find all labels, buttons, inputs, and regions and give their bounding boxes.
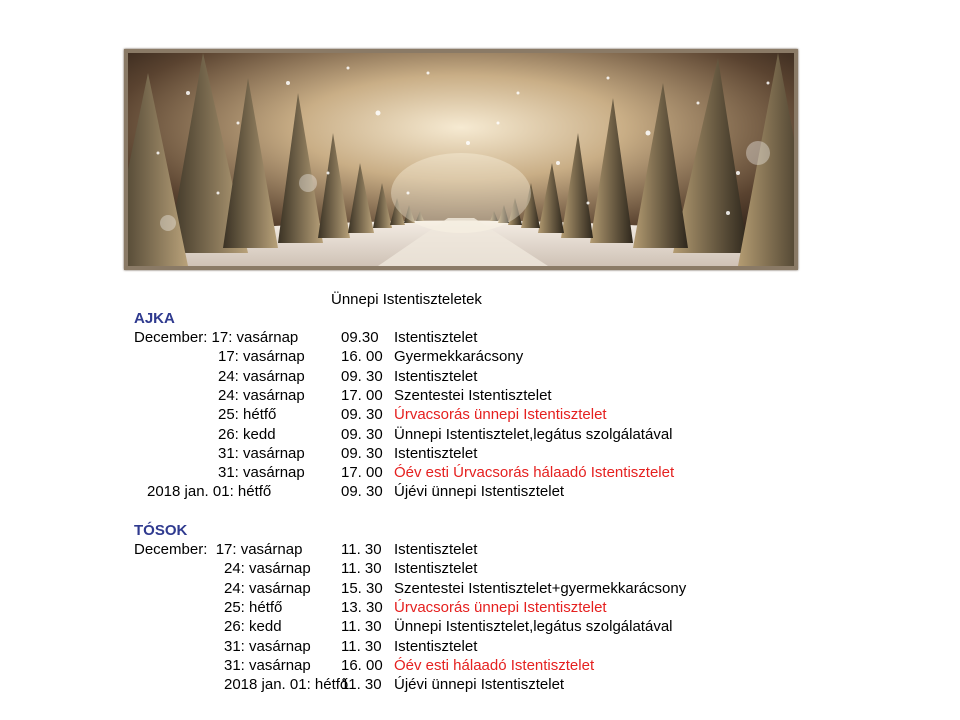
service-description: Úrvacsorás ünnepi Istentisztelet — [394, 406, 607, 424]
service-description: Istentisztelet — [394, 329, 478, 346]
service-time: 16. 00 — [341, 656, 383, 674]
service-time: 09. 30 — [341, 406, 383, 424]
section-heading: AJKA — [134, 310, 175, 327]
service-day: 31: vasárnap — [218, 464, 305, 482]
service-time: 11. 30 — [341, 676, 382, 694]
service-time: 17. 00 — [341, 464, 383, 482]
winter-trees-banner — [124, 49, 798, 270]
service-description: Istentisztelet — [394, 367, 478, 385]
service-description: Istentisztelet — [394, 560, 478, 578]
service-description: Óév esti hálaadó Istentisztelet — [394, 656, 595, 674]
service-day: December: 17: vasárnap — [134, 541, 303, 558]
service-time: 13. 30 — [341, 598, 383, 616]
service-day: December: 17: vasárnap — [134, 329, 299, 346]
service-description: Ünnepi Istentisztelet,legátus szolgálatával — [394, 618, 673, 636]
service-time: 11. 30 — [341, 560, 382, 578]
service-day: 26: kedd — [218, 425, 276, 443]
service-description: Istentisztelet — [394, 541, 478, 558]
service-description: Újévi ünnepi Istentisztelet — [394, 483, 565, 501]
service-time: 09. 30 — [341, 444, 383, 462]
service-description: Ünnepi Istentisztelet,legátus szolgálatával — [394, 425, 673, 443]
service-day: 2018 jan. 01: hétfő — [147, 483, 272, 501]
service-time: 17. 00 — [341, 386, 383, 404]
service-description: Szentestei Istentisztelet — [394, 386, 552, 404]
service-description: Óév esti Úrvacsorás hálaadó Istentisztelet — [394, 464, 675, 482]
service-time: 09. 30 — [341, 425, 383, 443]
service-time: 11. 30 — [341, 618, 382, 636]
service-day: 31: vasárnap — [218, 444, 305, 462]
service-day: 24: vasárnap — [218, 367, 305, 385]
service-day: 24: vasárnap — [218, 386, 305, 404]
service-time: 11. 30 — [341, 637, 382, 655]
service-day: 26: kedd — [224, 618, 282, 636]
service-time: 11. 30 — [341, 541, 382, 558]
service-day: 2018 jan. 01: hétfő — [224, 676, 349, 694]
service-day: 17: vasárnap — [218, 348, 305, 366]
service-day: 24: vasárnap — [224, 560, 311, 578]
service-description: Istentisztelet — [394, 637, 478, 655]
service-time: 15. 30 — [341, 579, 383, 597]
service-description: Istentisztelet — [394, 444, 478, 462]
service-description: Szentestei Istentisztelet+gyermekkarácsony — [394, 579, 687, 597]
service-time: 09. 30 — [341, 483, 383, 501]
service-time: 16. 00 — [341, 348, 383, 366]
winter-christmas-trees-image — [128, 53, 794, 266]
page-title: Ünnepi Istentiszteletek — [331, 291, 482, 308]
service-day: 31: vasárnap — [224, 637, 311, 655]
service-time: 09.30 — [341, 329, 379, 346]
service-description: Úrvacsorás ünnepi Istentisztelet — [394, 598, 607, 616]
service-time: 09. 30 — [341, 367, 383, 385]
service-description: Gyermekkarácsony — [394, 348, 524, 366]
service-day: 31: vasárnap — [224, 656, 311, 674]
service-day: 25: hétfő — [218, 406, 277, 424]
service-day: 24: vasárnap — [224, 579, 311, 597]
section-heading: TÓSOK — [134, 522, 188, 539]
service-day: 25: hétfő — [224, 598, 283, 616]
service-description: Újévi ünnepi Istentisztelet — [394, 676, 565, 694]
